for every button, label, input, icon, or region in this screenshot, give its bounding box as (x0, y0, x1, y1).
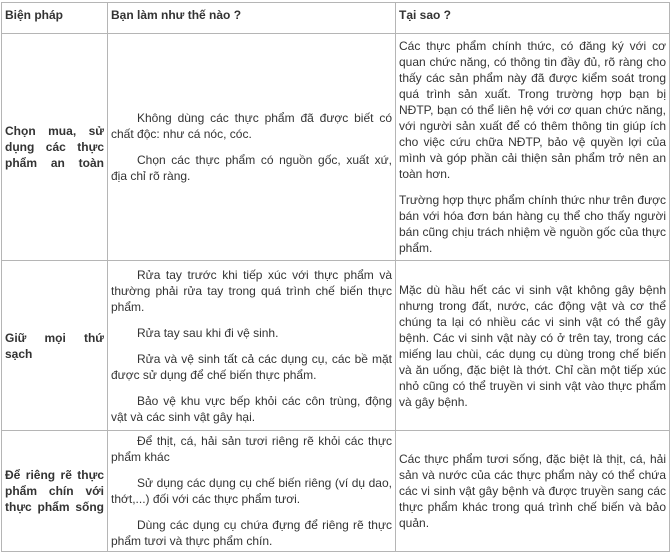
why-cell (396, 261, 670, 431)
table-row (2, 431, 670, 552)
why-paragraph: Trường hợp thực phẩm chính thức như trên được bán với hóa đơn bán hàng cụ thể cho thấy người bán cũng chịu trách nhiệm về nguồn gốc của thực phẩm. (399, 193, 666, 255)
how-paragraph: Bảo vệ khu vực bếp khỏi các côn trùng, động vật và các sinh vật gây hại. (111, 393, 392, 424)
measure-cell: Chọn mua, sử dụng các thực phẩm an toàn (2, 34, 108, 261)
how-cell (108, 34, 396, 261)
how-paragraph: Để thịt, cá, hải sản tươi riêng rẽ khỏi các thực phẩm khác (111, 434, 392, 464)
table-header-row (2, 3, 670, 34)
why-paragraph: Mặc dù hầu hết các vi sinh vật không gây bệnh nhưng trong đất, nước, các động vật và cơ thể chúng ta lại có nhiều các vi sinh vật có thể gây bệnh. Các vi sinh vật này có ở trên tay, trong các miếng lau chùi, các dụng cụ dùng trong chế biến và ăn uống, đặc biệt là thớt. Chỉ cần một tiếp xúc nhỏ cũng có thể truyền vi sinh vật vào thực phẩm và gây bệnh. (399, 282, 666, 409)
how-paragraph: Chọn các thực phẩm có nguồn gốc, xuất xứ, địa chỉ rõ ràng. (111, 153, 392, 183)
how-cell (108, 431, 396, 552)
how-paragraph: Rửa và vệ sinh tất cả các dụng cụ, các bề mặt được sử dụng để chế biến thực phẩm. (111, 351, 392, 382)
why-paragraph: Các thực phẩm tươi sống, đặc biệt là thịt, cá, hải sản và nước của các thực phẩm này có thể chứa các vi sinh vật gây bệnh và được truyền sang các thực phẩm khác trong quá trình chế biến và bảo quản. (399, 452, 666, 530)
header-how: Bạn làm như thế nào ? (108, 3, 396, 34)
header-why: Tại sao ? (396, 3, 670, 34)
how-paragraph: Sử dụng các dụng cụ chế biến riêng (ví dụ dao, thớt,...) đối với các thực phẩm tươi. (111, 476, 392, 506)
how-paragraph: Không dùng các thực phẩm đã được biết có chất độc: như cá nóc, cóc. (111, 111, 392, 141)
why-cell (396, 34, 670, 261)
why-cell (396, 431, 670, 552)
why-paragraph: Các thực phẩm chính thức, có đăng ký với cơ quan chức năng, có thông tin đầy đủ, rõ ràng cho thấy các sản phẩm này đã được kiểm soát trong quá trình sản xuất. Trong trường hợp bạn bị NĐTP, bạn có thể liên hệ với cơ quan chức năng, với người sản xuất để có thêm thông tin giúp ích cho việc cứu chữa NĐTP, bảo vệ quyền lợi của mình và góp phần cải thiện sản phẩm trở nên an toàn hơn. (399, 39, 666, 181)
how-cell (108, 261, 396, 431)
measure-cell: Để riêng rẽ thực phẩm chín với thực phẩm sống (2, 431, 108, 552)
table-row (2, 34, 670, 261)
measure-cell: Giữ mọi thứ sạch (2, 261, 108, 431)
how-paragraph: Rửa tay trước khi tiếp xúc với thực phẩm và thường phải rửa tay trong quá trình chế biến thực phẩm. (111, 267, 392, 314)
header-measure: Biện pháp (2, 3, 108, 34)
how-paragraph: Dùng các dụng cụ chứa đựng để riêng rẽ thực phẩm tươi và thực phẩm chín. (111, 518, 392, 548)
food-safety-table (1, 2, 670, 552)
table-row (2, 261, 670, 431)
how-paragraph: Rửa tay sau khi đi vệ sinh. (137, 325, 279, 340)
